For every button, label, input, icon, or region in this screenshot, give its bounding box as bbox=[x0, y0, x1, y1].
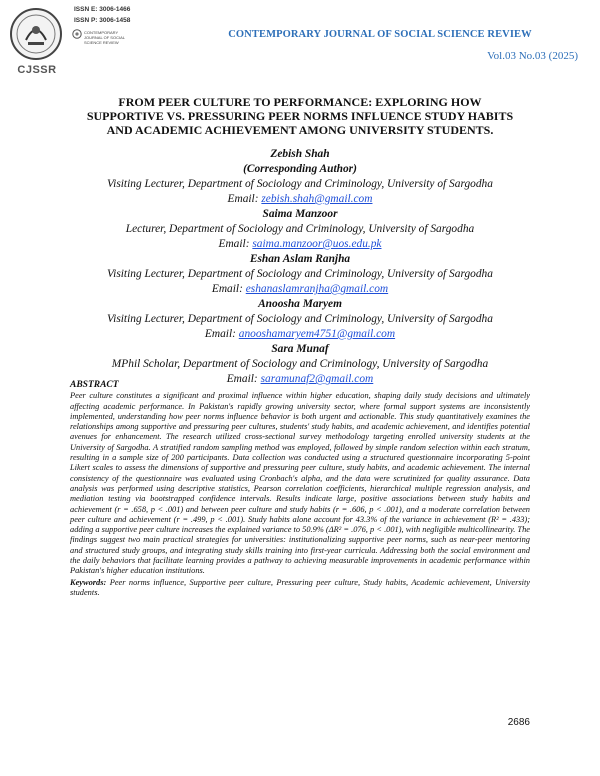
logo-text: CJSSR bbox=[17, 64, 57, 76]
email-label: Email: bbox=[227, 193, 262, 205]
journal-logo-badge bbox=[8, 6, 64, 64]
paper-title-line-2: SUPPORTIVE VS. PRESSURING PEER NORMS INFLUENCE STUDY HABITS bbox=[86, 109, 514, 123]
volume-issue: Vol.03 No.03 (2025) bbox=[487, 50, 578, 62]
author-email-link[interactable]: anooshamaryem4751@gmail.com bbox=[238, 328, 396, 340]
journal-logo bbox=[6, 2, 66, 80]
author-affiliation: Visiting Lecturer, Department of Sociology and Criminology, University of Sargodha bbox=[107, 268, 493, 280]
email-label: Email: bbox=[211, 283, 246, 295]
author-name: Saima Manzoor bbox=[262, 208, 338, 220]
author-email-line bbox=[60, 237, 540, 252]
author-2 bbox=[60, 207, 540, 252]
mini-journal-name: CONTEMPORARY JOURNAL OF SOCIAL SCIENCE REVIEW bbox=[84, 30, 125, 45]
paper-title-line-1: FROM PEER CULTURE TO PERFORMANCE: EXPLORING HOW bbox=[118, 95, 482, 109]
abstract-body: Peer culture constitutes a significant and proximal influence within higher education, shaping daily study decisions and ultimately affecting academic performance. In Pakistan's rapidly growing university sector, where formal support systems are inconsistently implemented, understanding how peer norms influence behavior is both urgent and actionable. This study quantitatively examines the relationships among supportive and pressuring peer cultures, students' study habits, and academic achievement, and identifies potential avenues for enhancement. The research utilized cross-sectional survey methodology targeting enrolled university students at the University of Sargodha. A stratified random sampling method was employed, followed by simple random selection within each stratum, resulting in a sample size of 200 participants. Data collection was conducted using a structured questionnaire incorporating 5-point Likert scales to assess the dimensions of supportive and pressuring peer culture, study habits, and academic achievement. The internal consistency of the questionnaire was evaluated using Cronbach's alpha, and the data were scrutinized for quality assurance. Data analysis was performed using descriptive statistics, Pearson correlation coefficients, hierarchical multiple regression analysis, and mediation testing via bootstrapped confidence intervals. Results indicate large, positive associations between study habits and achievement (r = .658, p < .001) and between peer culture and study habits (r = .606, p < .001), and a moderate correlation between peer culture and achievement (r = .499, p < .001). Study habits alone account for 43.3% of the variance in achievement (R² = .433); adding a supportive peer culture increases the explained variance to 50.9% (ΔR² = .076, p < .001), with negligible multicollinearity. The findings suggest two main practical strategies for universities: institutionalizing supportive peer norms, such as near-peer mentoring and structured study groups, and integrating study skills training into first-year curricula. Addressing both the social environment and the daily behaviors that facilitate learning provides a pathway to achieving measurable improvements in academic performance within Pakistan's higher education institutions. bbox=[70, 391, 530, 576]
mini-logo-icon bbox=[72, 29, 82, 39]
author-name: Anoosha Maryem bbox=[258, 298, 342, 310]
keywords-list: Peer norms influence, Supportive peer culture, Pressuring peer culture, Study habits, Academic achievement, University students. bbox=[70, 577, 530, 597]
email-label: Email: bbox=[218, 238, 253, 250]
author-name: Sara Munaf bbox=[271, 343, 329, 355]
page-number: 2686 bbox=[507, 717, 530, 728]
author-email-link[interactable]: saima.manzoor@uos.edu.pk bbox=[252, 238, 382, 250]
author-email-line bbox=[60, 327, 540, 342]
issn-print: ISSN P: 3006-1458 bbox=[74, 17, 131, 24]
author-affiliation: MPhil Scholar, Department of Sociology and Criminology, University of Sargodha bbox=[111, 358, 489, 370]
corresponding-author-note: (Corresponding Author) bbox=[243, 163, 357, 175]
author-email-link[interactable]: eshanaslamranjha@gmail.com bbox=[245, 283, 389, 295]
journal-title: CONTEMPORARY JOURNAL OF SOCIAL SCIENCE REVIEW bbox=[228, 29, 532, 40]
author-affiliation: Visiting Lecturer, Department of Sociology and Criminology, University of Sargodha bbox=[107, 178, 493, 190]
author-name: Zebish Shah bbox=[270, 148, 330, 160]
abstract-section bbox=[70, 380, 530, 598]
author-name: Eshan Aslam Ranjha bbox=[249, 253, 351, 265]
author-1 bbox=[60, 147, 540, 207]
email-label: Email: bbox=[226, 373, 261, 385]
author-email-line bbox=[60, 192, 540, 207]
email-label: Email: bbox=[204, 328, 239, 340]
author-list bbox=[60, 147, 540, 387]
abstract-heading: ABSTRACT bbox=[70, 380, 119, 390]
author-email-line bbox=[60, 282, 540, 297]
paper-title-line-3: AND ACADEMIC ACHIEVEMENT AMONG UNIVERSITY STUDENTS. bbox=[106, 123, 494, 137]
author-affiliation: Lecturer, Department of Sociology and Criminology, University of Sargodha bbox=[125, 223, 475, 235]
paper-title bbox=[60, 95, 540, 137]
author-4 bbox=[60, 297, 540, 342]
author-email-link[interactable]: saramunaf2@gmail.com bbox=[260, 373, 374, 385]
author-email-link[interactable]: zebish.shah@gmail.com bbox=[261, 193, 373, 205]
keywords bbox=[70, 578, 530, 599]
author-affiliation: Visiting Lecturer, Department of Sociology and Criminology, University of Sargodha bbox=[107, 313, 493, 325]
author-3 bbox=[60, 252, 540, 297]
issn-electronic: ISSN E: 3006-1466 bbox=[74, 6, 131, 13]
keywords-label: Keywords: bbox=[70, 577, 107, 587]
